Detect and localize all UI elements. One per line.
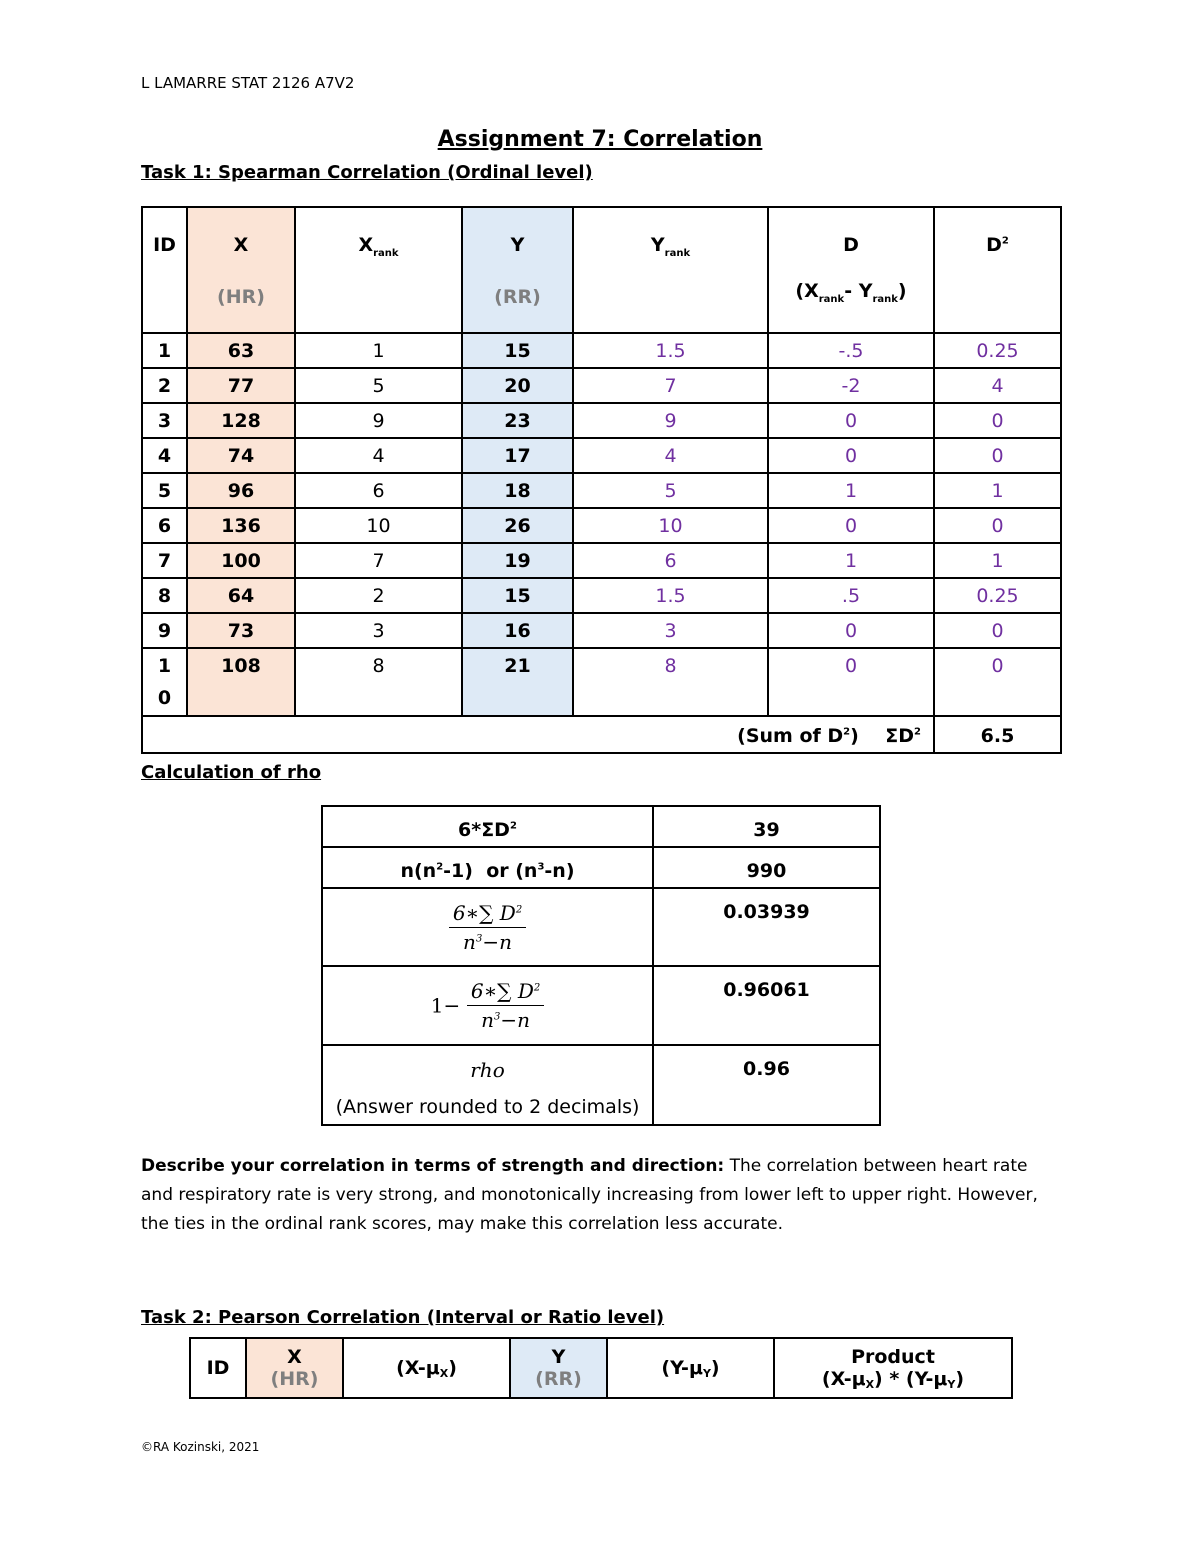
fraction-formula: $\frac{6∗\sum D^2}{n^3-n}$ bbox=[467, 979, 544, 1032]
calc-label-rho: rho (Answer rounded to 2 decimals) bbox=[322, 1045, 653, 1125]
table-row bbox=[142, 473, 1061, 508]
cell-id: 3 bbox=[142, 403, 187, 438]
cell-yrank: 5 bbox=[573, 473, 768, 508]
cell-id: 9 bbox=[142, 613, 187, 648]
calc-label: $n(n^2-1)$ or $(n^3-n)$ bbox=[322, 847, 653, 888]
document-title: Assignment 7: Correlation bbox=[437, 127, 763, 152]
cell-xrank: 9 bbox=[295, 403, 462, 438]
calc-row-n-term bbox=[322, 847, 880, 888]
calc-row-rho bbox=[322, 1045, 880, 1125]
calc-heading: Calculation of rho bbox=[141, 762, 322, 783]
cell-xrank: 2 bbox=[295, 578, 462, 613]
table-row bbox=[142, 403, 1061, 438]
calc-label-one-minus: 1− $\frac{6∗\sum D^2}{n^3-n}$ bbox=[322, 966, 653, 1045]
task1-heading: Task 1: Spearman Correlation (Ordinal level) bbox=[141, 162, 593, 183]
page-header: L LAMARRE STAT 2126 A7V2 bbox=[141, 74, 355, 92]
cell-x: 100 bbox=[187, 543, 295, 578]
page-footer: ©RA Kozinski, 2021 bbox=[141, 1440, 260, 1454]
cell-id: 8 bbox=[142, 578, 187, 613]
cell-x: 108 bbox=[187, 648, 295, 716]
pearson-table bbox=[189, 1337, 1013, 1399]
cell-y: 15 bbox=[462, 333, 573, 368]
cell-id: 6 bbox=[142, 508, 187, 543]
calc-label: $6*\Sigma D^2$ bbox=[322, 806, 653, 847]
table-row bbox=[142, 508, 1061, 543]
cell-y: 23 bbox=[462, 403, 573, 438]
col-header-id: ID bbox=[142, 207, 187, 333]
cell-id: 7 bbox=[142, 543, 187, 578]
table-row bbox=[142, 333, 1061, 368]
cell-xrank: 3 bbox=[295, 613, 462, 648]
cell-d: 0 bbox=[768, 403, 934, 438]
cell-d2: 0 bbox=[934, 648, 1061, 716]
cell-id: 2 bbox=[142, 368, 187, 403]
cell-x: 136 bbox=[187, 508, 295, 543]
col-header-x: X (HR) bbox=[246, 1338, 343, 1398]
cell-yrank: 6 bbox=[573, 543, 768, 578]
table-row bbox=[142, 648, 1061, 716]
correlation-description: Describe your correlation in terms of strength and direction: The correlation between heart rate and respiratory rate is very strong, and monotonically increasing from lower left to upper right. However, the ties in the ordinal rank scores, may make this correlation less accurate. bbox=[141, 1156, 1038, 1234]
task2-heading: Task 2: Pearson Correlation (Interval or Ratio level) bbox=[141, 1307, 665, 1328]
cell-d: -2 bbox=[768, 368, 934, 403]
cell-d2: 0 bbox=[934, 438, 1061, 473]
cell-x: 96 bbox=[187, 473, 295, 508]
table-row bbox=[142, 543, 1061, 578]
sum-row bbox=[142, 716, 1061, 753]
cell-xrank: 1 bbox=[295, 333, 462, 368]
cell-d2: 0 bbox=[934, 508, 1061, 543]
cell-yrank: 1.5 bbox=[573, 333, 768, 368]
cell-x: 64 bbox=[187, 578, 295, 613]
cell-d2: 1 bbox=[934, 473, 1061, 508]
cell-x: 63 bbox=[187, 333, 295, 368]
pearson-header-row bbox=[190, 1338, 1012, 1398]
table-row bbox=[142, 368, 1061, 403]
cell-y: 21 bbox=[462, 648, 573, 716]
cell-d: 0 bbox=[768, 613, 934, 648]
spearman-table bbox=[141, 206, 1062, 754]
cell-xrank: 8 bbox=[295, 648, 462, 716]
cell-xrank: 7 bbox=[295, 543, 462, 578]
cell-x: 128 bbox=[187, 403, 295, 438]
spearman-header-row bbox=[142, 207, 1061, 333]
cell-y: 26 bbox=[462, 508, 573, 543]
cell-x: 73 bbox=[187, 613, 295, 648]
cell-id: 1 bbox=[142, 333, 187, 368]
col-header-y-minus-mu: (Y-μY) bbox=[607, 1338, 774, 1398]
cell-y: 17 bbox=[462, 438, 573, 473]
cell-y: 19 bbox=[462, 543, 573, 578]
col-header-yrank: $Y_{rank}$ bbox=[573, 207, 768, 333]
cell-d: 0 bbox=[768, 508, 934, 543]
col-header-d: D ($X_{rank}-$ $Y_{rank}$) bbox=[768, 207, 934, 333]
cell-y: 18 bbox=[462, 473, 573, 508]
rho-calc-table bbox=[321, 805, 881, 1126]
cell-y: 20 bbox=[462, 368, 573, 403]
calc-value: 39 bbox=[653, 806, 880, 847]
cell-d2: 0.25 bbox=[934, 333, 1061, 368]
cell-d: 0 bbox=[768, 648, 934, 716]
sum-value: 6.5 bbox=[934, 716, 1061, 753]
cell-d2: 0.25 bbox=[934, 578, 1061, 613]
col-header-id: ID bbox=[190, 1338, 246, 1398]
cell-d2: 0 bbox=[934, 403, 1061, 438]
cell-d2: 4 bbox=[934, 368, 1061, 403]
cell-xrank: 5 bbox=[295, 368, 462, 403]
calc-label-fraction bbox=[322, 888, 653, 966]
calc-value: 0.96061 bbox=[653, 966, 880, 1045]
cell-xrank: 4 bbox=[295, 438, 462, 473]
cell-xrank: 6 bbox=[295, 473, 462, 508]
col-header-x: X (HR) bbox=[187, 207, 295, 333]
calc-row-six-sum bbox=[322, 806, 880, 847]
cell-yrank: 10 bbox=[573, 508, 768, 543]
cell-xrank: 10 bbox=[295, 508, 462, 543]
cell-d2: 0 bbox=[934, 613, 1061, 648]
calc-row-one-minus bbox=[322, 966, 880, 1045]
col-header-y: Y (RR) bbox=[510, 1338, 607, 1398]
cell-yrank: 4 bbox=[573, 438, 768, 473]
cell-d: 1 bbox=[768, 543, 934, 578]
calc-value: 0.96 bbox=[653, 1045, 880, 1125]
cell-x: 77 bbox=[187, 368, 295, 403]
cell-yrank: 7 bbox=[573, 368, 768, 403]
col-header-x-minus-mu: (X-μX) bbox=[343, 1338, 510, 1398]
cell-d: 1 bbox=[768, 473, 934, 508]
cell-d: 0 bbox=[768, 438, 934, 473]
cell-d: -.5 bbox=[768, 333, 934, 368]
cell-yrank: 1.5 bbox=[573, 578, 768, 613]
cell-id: 5 bbox=[142, 473, 187, 508]
cell-yrank: 9 bbox=[573, 403, 768, 438]
cell-x: 74 bbox=[187, 438, 295, 473]
fraction-formula: $\frac{6∗\sum D^2}{n^3-n}$ bbox=[449, 901, 526, 954]
cell-d2: 1 bbox=[934, 543, 1061, 578]
col-header-d2: $D^2$ bbox=[934, 207, 1061, 333]
cell-yrank: 8 bbox=[573, 648, 768, 716]
col-header-y: Y (RR) bbox=[462, 207, 573, 333]
cell-id: 4 bbox=[142, 438, 187, 473]
sum-label: (Sum of $D^2$) $\Sigma D^2$ bbox=[142, 716, 934, 753]
cell-y: 16 bbox=[462, 613, 573, 648]
cell-y: 15 bbox=[462, 578, 573, 613]
calc-row-fraction bbox=[322, 888, 880, 966]
table-row bbox=[142, 613, 1061, 648]
col-header-xrank: $X_{rank}$ bbox=[295, 207, 462, 333]
col-header-product: Product (X-μX) * (Y-μY) bbox=[774, 1338, 1012, 1398]
cell-yrank: 3 bbox=[573, 613, 768, 648]
calc-value: 990 bbox=[653, 847, 880, 888]
table-row bbox=[142, 438, 1061, 473]
calc-value: 0.03939 bbox=[653, 888, 880, 966]
cell-d: .5 bbox=[768, 578, 934, 613]
table-row bbox=[142, 578, 1061, 613]
cell-id: 1 0 bbox=[142, 648, 187, 716]
